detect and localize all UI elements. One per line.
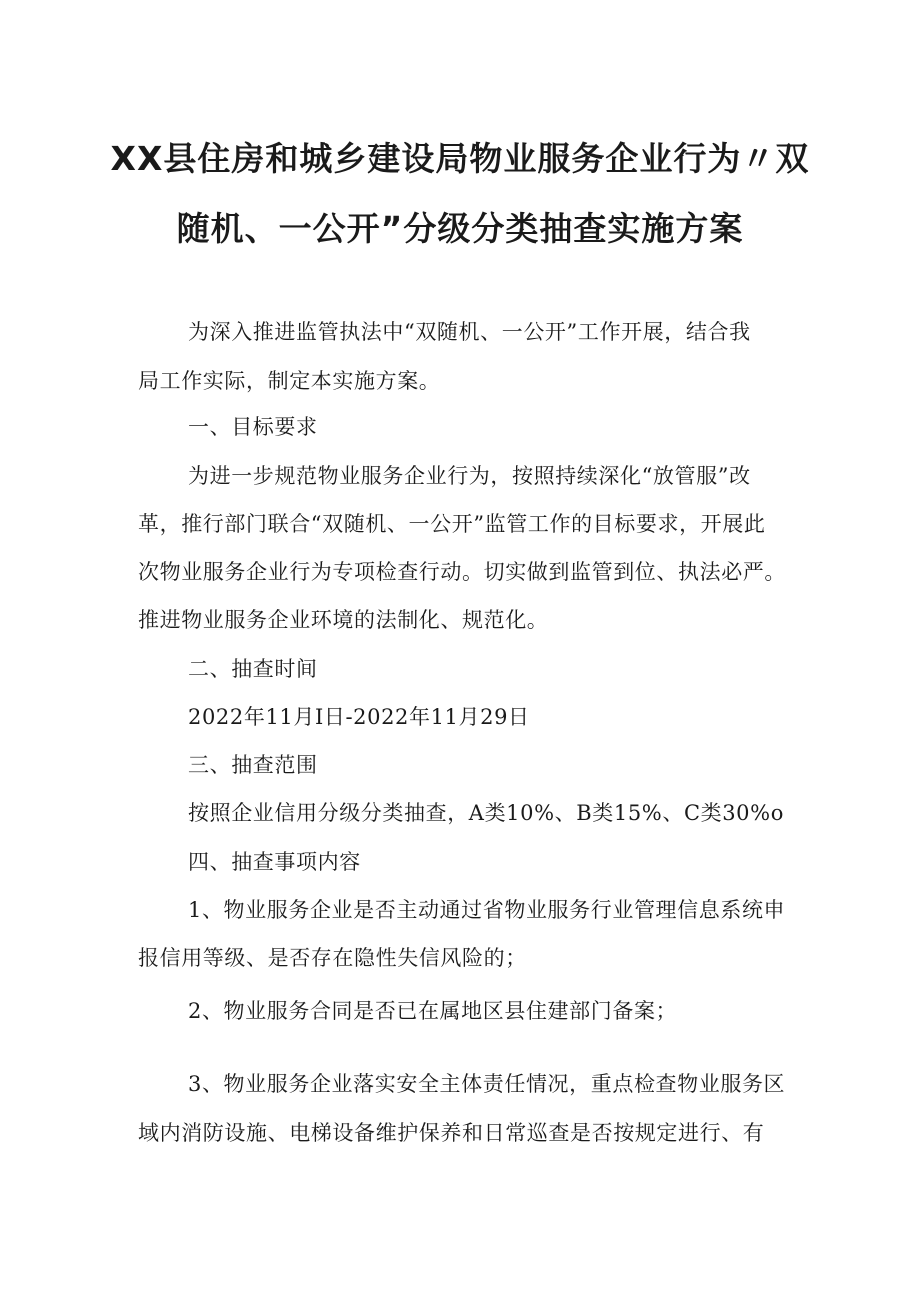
list-item-2: 2、物业服务合同是否已在属地区县住建部门备案； [188,999,678,1023]
paragraph-goals-line-4: 推进物业服务企业环境的法制化、规范化。 [138,608,549,632]
list-item-3-line-1: 3、物业服务企业落实安全主体责任情况，重点检查物业服务区 [188,1072,786,1096]
paragraph-scope: 按照企业信用分级分类抽查，A类10%、B类15%、C类30%o [188,801,784,825]
list-item-3-line-2: 域内消防设施、电梯设备维护保养和日常巡查是否按规定进行、有 [138,1121,765,1145]
paragraph-goals-line-1: 为进一步规范物业服务企业行为，按照持续深化“放管服”改 [188,464,751,488]
list-item-1-line-2: 报信用等级、是否存在隐性失信风险的； [138,946,527,970]
document-title-line-2: 随机、一公开”分级分类抽查实施方案 [176,209,744,248]
paragraph-intro-line-2: 局工作实际，制定本实施方案。 [138,369,441,393]
paragraph-time: 2022年11月I日-2022年11月29日 [188,705,530,729]
paragraph-goals-line-3: 次物业服务企业行为专项检查行动。切实做到监管到位、执法必严。 [138,560,786,584]
paragraph-intro-line-1: 为深入推进监管执法中“双随机、一公开”工作开展，结合我 [188,320,751,344]
paragraph-goals-line-2: 革，推行部门联合“双随机、一公开”监管工作的目标要求，开展此 [138,512,766,536]
section-heading-time: 二、抽查时间 [188,657,318,681]
list-item-1-line-1: 1、物业服务企业是否主动通过省物业服务行业管理信息系统申 [188,898,786,922]
document-title-line-1: XX县住房和城乡建设局物业服务企业行为〃双 [110,139,810,178]
section-heading-items: 四、抽查事项内容 [188,850,361,874]
section-heading-goals: 一、目标要求 [188,415,318,439]
section-heading-scope: 三、抽查范围 [188,753,318,777]
